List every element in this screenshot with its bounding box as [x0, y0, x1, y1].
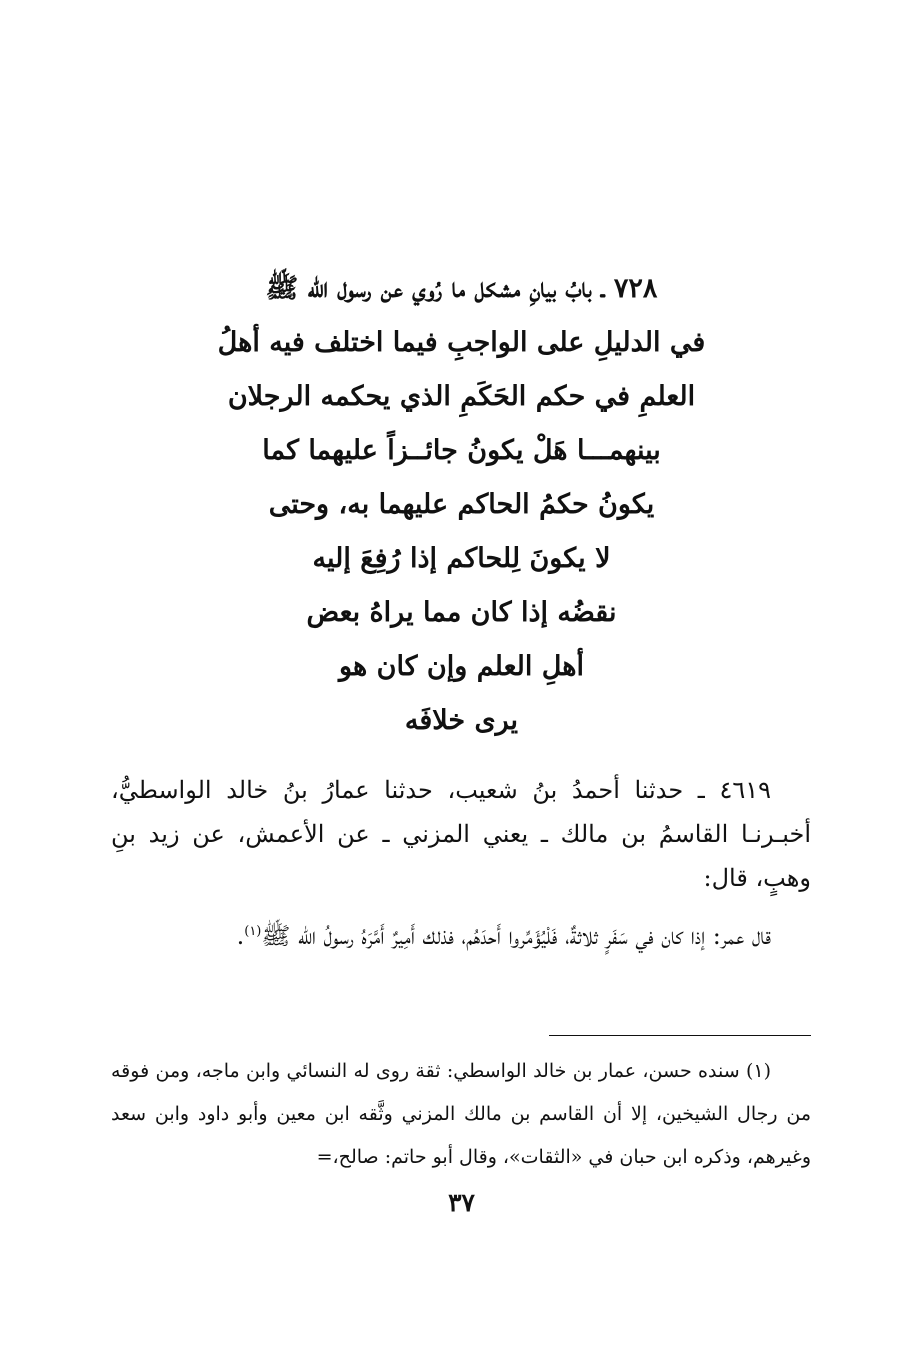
chapter-title-line: لا يكونَ لِلحاكم إذا رُفِعَ إليه — [312, 543, 611, 574]
chapter-title-line: أهلِ العلم وإن كان هو — [339, 651, 584, 682]
chapter-title-line: العلمِ في حكم الحَكَمِ الذي يحكمه الرجلان — [227, 381, 696, 412]
chapter-title-line: بينهمـــا هَلْ يكونُ جائــزاً عليهما كما — [262, 435, 661, 466]
hadith-matn-paragraph — [111, 910, 811, 958]
footnote-separator — [549, 1035, 811, 1036]
chapter-title-line: يكونُ حكمُ الحاكم عليهما به، وحتى — [268, 489, 655, 520]
chapter-title-line: نقضُه إذا كان مما يراهُ بعض — [306, 597, 617, 628]
hadith-isnad-paragraph: ٤٦١٩ ـ حدثنا أحمدُ بنُ شعيب، حدثنا عمارُ بنُ خالد الواسطيُّ، أخبـرنـا القاسمُ بن مالك ـ يعني المزني ـ عن الأعمش، عن زيد بنِ وهبٍ، قال: — [111, 776, 811, 892]
chapter-title — [150, 262, 773, 748]
chapter-title-line: يرى خلافَه — [404, 705, 519, 736]
chapter-title-line: في الدليلِ على الواجبِ فيما اختلف فيه أهلُ — [217, 327, 706, 358]
hadith-matn-end: . — [236, 922, 245, 950]
chapter-title-line: ٧٢٨ ـ بابُ بيانِ مشكل ما رُوي عن رسول الله ﷺ — [265, 273, 658, 304]
footnote-reference[interactable]: (١) — [244, 924, 262, 939]
hadith-matn-text: قال عمر: إذا كان في سَفَرٍ ثلاثةٌ، فَلْيُؤَمِّروا أَحدَهُم، فذلك أَمِيرٌ أَمَّرَهُ رسولُ الله ﷺ — [261, 922, 771, 950]
footnote: (١) سنده حسن، عمار بن خالد الواسطي: ثقة روى له النسائي وابن ماجه، ومن فوقه من رجال الشيخين، إلا أن القاسم بن مالك المزني وثَّقه ابن معين وأبو داود وابن سعد وغيرهم، وذكره ابن حبان في «الثقات»، وقال أبو حاتم: صالح،= — [111, 1060, 811, 1168]
hadith-body — [111, 768, 811, 958]
page-number: ٣٧ — [448, 1188, 475, 1217]
